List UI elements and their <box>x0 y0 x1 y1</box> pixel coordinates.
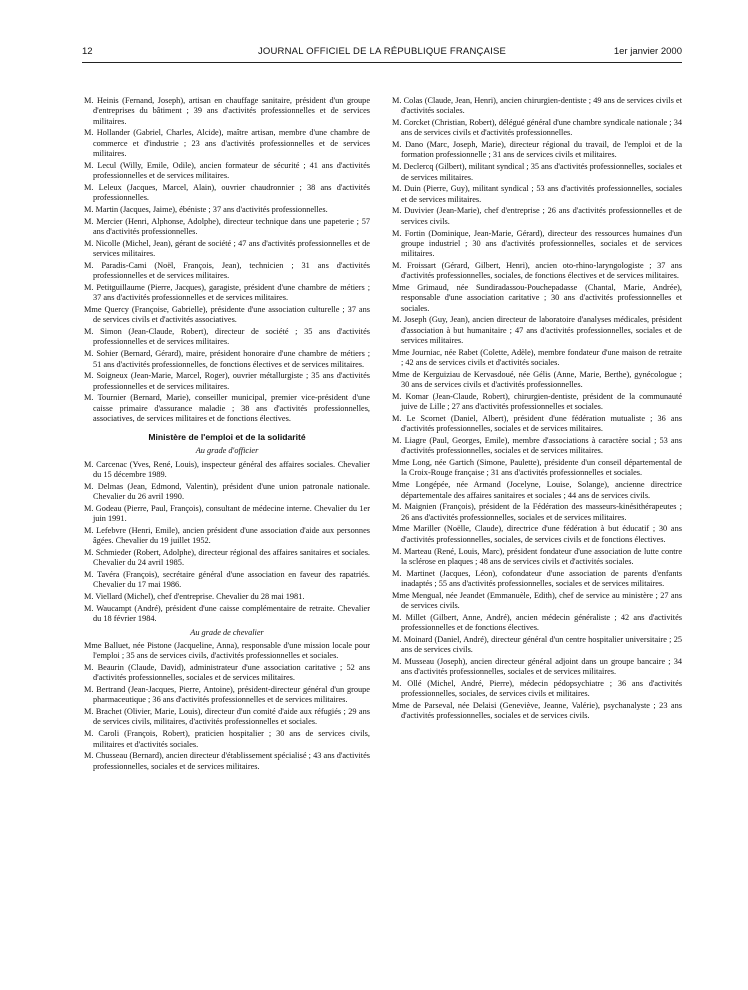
left-entry: M. Hollander (Gabriel, Charles, Alcide), maître artisan, membre d'une chambre de commerce et d'industrie ; 23 ans d'activités professionnelles et de services militaires. <box>84 128 370 158</box>
left-entry: M. Sohier (Bernard, Gérard), maire, président honoraire d'une chambre de métiers ; 51 ans d'activités professionnelles, de fonctions électives et de services militaires. <box>84 349 370 369</box>
officier-entry: M. Lefebvre (Henri, Emile), ancien président d'une association d'aide aux personnes âgées. Chevalier du 19 juillet 1952. <box>84 526 370 546</box>
right-entry: Mme de Kerguiziau de Kervasdoué, née Gélis (Anne, Marie, Berthe), gynécologue ; 30 ans de services civils et d'activités professionnelles. <box>392 369 682 390</box>
right-entry: M. Declercq (Gilbert), militant syndical ; 35 ans d'activités professionnelles, sociales et de services militaires. <box>392 162 682 182</box>
officier-entry: M. Waucampt (André), président d'une caisse complémentaire de retraite. Chevalier du 18 février 1984. <box>84 604 370 624</box>
left-entries-list <box>84 96 370 424</box>
officier-entry: M. Delmas (Jean, Edmond, Valentin), président d'une union patronale nationale. Chevalier du 26 avril 1990. <box>84 481 370 502</box>
right-column <box>392 96 682 723</box>
officier-entry: M. Godeau (Pierre, Paul, François), consultant de médecine interne. Chevalier du 1er juin 1991. <box>84 503 370 524</box>
right-entry: Mme Longépée, née Armand (Jocelyne, Louise, Solange), ancienne directrice départementale des affaires sanitaires et sociales ; 44 ans de services civils. <box>392 480 682 500</box>
left-column <box>84 96 370 773</box>
right-entry: M. Froissart (Gérard, Gilbert, Henri), ancien oto-rhino-laryngologiste ; 37 ans d'activités professionnelles, sociales, de fonctions électives et de services militaires. <box>392 260 682 281</box>
journal-title: JOURNAL OFFICIEL DE LA RÉPUBLIQUE FRANÇAISE <box>257 46 507 57</box>
chevalier-entry: M. Brachet (Olivier, Marie, Louis), directeur d'un comité d'aide aux réfugiés ; 29 ans de services civils, militaires, d'activités professionnelles et sociales. <box>84 707 370 727</box>
right-entry: M. Fortin (Dominique, Jean-Marie, Gérard), directeur des ressources humaines d'un groupe industriel ; 30 ans d'activités professionnelles, sociales et de services militaires. <box>392 228 682 259</box>
right-entry: M. Martinet (Jacques, Léon), cofondateur d'une association de parents d'enfants inadaptés ; 55 ans d'activités professionnelles, sociales et de services militaires. <box>392 568 682 588</box>
left-entry: M. Leleux (Jacques, Marcel, Alain), ouvrier chaudronnier ; 38 ans d'activités professionnelles. <box>84 182 370 203</box>
right-entry: M. Musseau (Joseph), ancien directeur général adjoint dans un groupe bancaire ; 34 ans d'activités professionnelles, sociales et de services militaires. <box>392 657 682 677</box>
left-entry: M. Heinis (Fernand, Joseph), artisan en chauffage sanitaire, président d'un groupe d'entreprises du bâtiment ; 39 ans d'activités professionnelles et de services militaires. <box>84 96 370 126</box>
right-entry: M. Ollé (Michel, André, Pierre), médecin pédopsychiatre ; 36 ans d'activités professionnelles, sociales, de services civils et militaires. <box>392 679 682 699</box>
right-entry: Mme Mengual, née Jeandet (Emmanuèle, Edith), chef de service au ministère ; 27 ans de services civils. <box>392 590 682 610</box>
left-entry: M. Martin (Jacques, Jaime), ébéniste ; 37 ans d'activités professionnelles. <box>84 204 328 214</box>
chevalier-entries-list <box>84 641 370 772</box>
left-entry: Mme Quercy (Françoise, Gabrielle), présidente d'une association culturelle ; 37 ans de services civils et d'activités associatives. <box>84 305 370 325</box>
right-entry: M. Maignien (François), président de la Fédération des masseurs-kinésithérapeutes ; 26 ans d'activités professionnelles, sociales et de services militaires. <box>392 502 682 522</box>
officier-entry: M. Tavéra (François), secrétaire général d'une association en faveur des rapatriés. Chevalier du 17 mai 1986. <box>84 570 370 590</box>
left-entry: M. Soigneux (Jean-Marie, Marcel, Roger), ouvrier métallurgiste ; 35 ans d'activités professionnelles et de services militaires. <box>84 371 370 391</box>
right-entry: Mme Grimaud, née Sundiradassou-Pouchepadasse (Chantal, Marie, Andrée), responsable d'une association caritative ; 30 ans d'activités professionnelles et sociales. <box>392 283 682 313</box>
right-entry: Mme Journiac, née Rabet (Colette, Adèle), membre fondateur d'une maison de retraite ; 42 ans de services civils et d'activités sociales. <box>392 347 682 367</box>
chevalier-entry: M. Beaurin (Claude, David), administrateur d'une association caritative ; 52 ans d'activités professionnelles, sociales et de services militaires. <box>84 662 370 683</box>
section-title: Ministère de l'emploi et de la solidarité <box>148 432 306 443</box>
right-entries-list <box>392 96 682 722</box>
right-entry: M. Colas (Claude, Jean, Henri), ancien chirurgien-dentiste ; 49 ans de services civils et d'activités sociales. <box>392 96 682 116</box>
right-entry: M. Dano (Marc, Joseph, Marie), directeur régional du travail, de l'emploi et de la formation professionnelle ; 31 ans de services civils et militaires. <box>392 140 682 160</box>
right-entry: M. Duin (Pierre, Guy), militant syndical ; 53 ans d'activités professionnelles, sociales et de services militaires. <box>392 184 682 204</box>
issue-date: 1er janvier 2000 <box>613 46 682 57</box>
right-entry: M. Moinard (Daniel, André), directeur général d'un centre hospitalier universitaire ; 25 ans de services civils. <box>392 634 682 655</box>
right-entry: M. Liagre (Paul, Georges, Emile), membre d'associations à caractère social ; 53 ans d'activités professionnelles, sociales et de services militaires. <box>392 436 682 456</box>
left-entry: M. Mercier (Henri, Alphonse, Adolphe), directeur technique dans une papeterie ; 57 ans d'activités professionnelles. <box>84 216 370 236</box>
right-entry: Mme Mariller (Noëlle, Claude), directrice d'une fédération à but éducatif ; 30 ans d'activités professionnelles, sociales, de services civils et de fonctions électives. <box>392 524 682 544</box>
grade-officier-heading: Au grade d'officier <box>195 446 259 456</box>
right-entry: Mme Long, née Gartich (Simone, Paulette), présidente d'un conseil départemental de la Croix-Rouge française ; 31 ans d'activités professionnelles et sociales. <box>392 458 682 478</box>
chevalier-entry: M. Caroli (François, Robert), praticien hospitalier ; 30 ans de services civils, militaires et d'activités sociales. <box>84 729 370 749</box>
left-entry: M. Lecul (Willy, Emile, Odile), ancien formateur de sécurité ; 41 ans d'activités professionnelles et de services militaires. <box>84 160 370 180</box>
right-entry: M. Corcket (Christian, Robert), délégué général d'une chambre syndicale nationale ; 34 ans de services civils et d'activités professionnelles. <box>392 118 682 138</box>
left-entry: M. Tournier (Bernard, Marie), conseiller municipal, premier vice-président d'une caisse primaire d'assurance maladie ; 38 ans d'activités professionnelles, associatives, de services militaires et de fonctions électives. <box>84 393 370 423</box>
officier-entry: M. Schmieder (Robert, Adolphe), directeur régional des affaires sanitaires et sociales. Chevalier du 24 avril 1985. <box>84 548 370 568</box>
right-entry: M. Millet (Gilbert, Anne, André), ancien médecin généraliste ; 42 ans d'activités professionnelles et de fonctions électives. <box>392 612 682 633</box>
page-number: 12 <box>82 46 93 57</box>
header-rule <box>82 62 682 63</box>
left-entry: M. Simon (Jean-Claude, Robert), directeur de société ; 35 ans d'activités professionnelles et de services militaires. <box>84 327 370 347</box>
right-entry: M. Marteau (René, Louis, Marc), président fondateur d'une association de lutte contre la sclérose en plaques ; 48 ans de services civils et d'activités sociales. <box>392 546 682 566</box>
right-entry: M. Komar (Jean-Claude, Robert), chirurgien-dentiste, président de la communauté juive de Lille ; 27 ans d'activités professionnelles et sociales. <box>392 391 682 412</box>
grade-chevalier-heading: Au grade de chevalier <box>190 627 264 637</box>
officier-entry: M. Viellard (Michel), chef d'entreprise. Chevalier du 28 mai 1981. <box>84 592 305 602</box>
chevalier-entry: M. Chusseau (Bernard), ancien directeur d'établissement spécialisé ; 43 ans d'activités professionnelles, sociales et de services militaires. <box>84 751 370 771</box>
chevalier-entry: M. Bertrand (Jean-Jacques, Pierre, Antoine), président-directeur général d'un groupe pharmaceutique ; 36 ans d'activités professionnelles et de services militaires. <box>84 685 370 705</box>
right-entry: Mme de Parseval, née Delaisi (Geneviève, Jeanne, Valérie), psychanalyste ; 23 ans d'activités professionnelles, sociales et de services civils. <box>392 701 682 721</box>
left-entry: M. Paradis-Cami (Noël, François, Jean), technicien ; 31 ans d'activités professionnelles et de services militaires. <box>84 260 370 281</box>
chevalier-entry: Mme Balluet, née Pistone (Jacqueline, Anna), responsable d'une mission locale pour l'emploi ; 35 ans de services civils, d'activités professionnelles et sociales. <box>84 640 370 661</box>
officier-entries-list <box>84 460 370 625</box>
page-header <box>82 44 682 60</box>
right-entry: M. Duvivier (Jean-Marie), chef d'entreprise ; 26 ans d'activités professionnelles et de services civils. <box>392 206 682 226</box>
right-entry: M. Joseph (Guy, Jean), ancien directeur de laboratoire d'analyses médicales, président d'association à but humanitaire ; 47 ans d'activités professionnelles, sociales et de services militaires. <box>392 315 682 345</box>
right-entry: M. Le Scornet (Daniel, Albert), président d'une fédération mutualiste ; 36 ans d'activités professionnelles, sociales et de services militaires. <box>392 413 682 434</box>
officier-entry: M. Carcenac (Yves, René, Louis), inspecteur général des affaires sociales. Chevalier du 15 décembre 1989. <box>84 459 370 479</box>
left-entry: M. Petitguillaume (Pierre, Jacques), garagiste, président d'une chambre de métiers ; 37 ans d'activités professionnelles et de services militaires. <box>84 283 370 303</box>
left-entry: M. Nicolle (Michel, Jean), gérant de société ; 47 ans d'activités professionnelles et de services militaires. <box>84 238 370 259</box>
